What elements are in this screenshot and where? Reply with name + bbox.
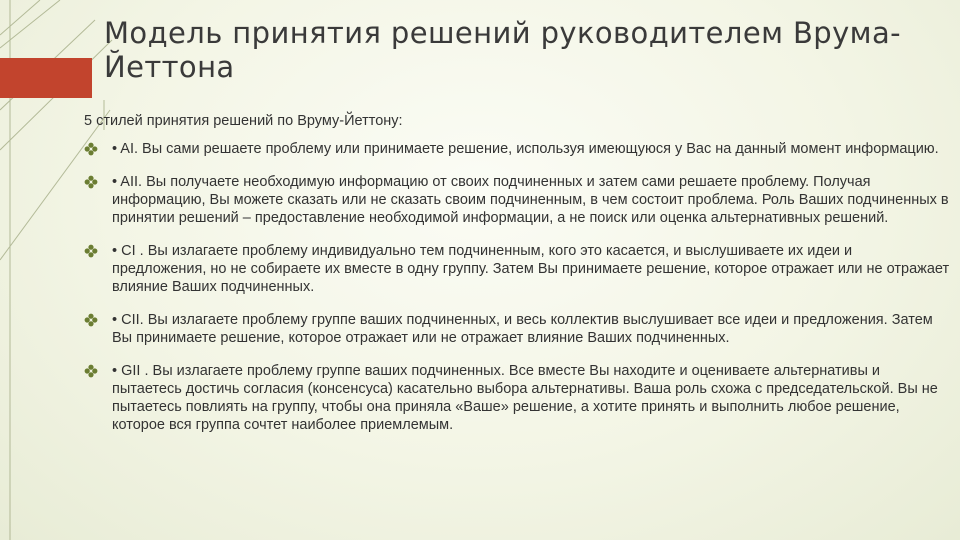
diamond-bullet-icon [84,175,98,189]
bullet-item-ci [84,242,950,296]
bullet-text: • CI . Вы излагаете проблему индивидуально тем подчиненным, кого это касается, и выслушиваете их идеи и предложения, но не собираете их вместе в одну группу. Затем Вы принимаете решение, которое отражает или не отражает влияние Ваших подчиненных. [112,243,950,295]
bullet-text: • AII. Вы получаете необходимую информацию от своих подчиненных и затем сами решаете проблему. Получая информацию, Вы можете сказать или не сказать своим подчиненным, в чем состоит проблема. Роль Ваших подчиненных в принятии решений – предоставление необходимой информации, а не поиск или оценка альтернативных решений. [112,174,949,226]
bullet-list [84,140,950,449]
bullet-text: • CII. Вы излагаете проблему группе ваших подчиненных, и весь коллектив выслушивает все идеи и предложения. Затем Вы принимаете решение, которое отражает или не отражает влияние Ваших подчиненных. [112,312,933,346]
diamond-bullet-icon [84,244,98,258]
bullet-item-cii [84,311,950,347]
diamond-bullet-icon [84,313,98,327]
intro-text: 5 стилей принятия решений по Вруму-Йеттону: [84,113,403,129]
bullet-text: • GII . Вы излагаете проблему группе ваших подчиненных. Все вместе Вы находите и оцениваете альтернативы и пытаетесь достичь согласия (консенсуса) касательно выбора альтернативы. Ваша роль схожа с председательской. Вы не пытаетесь повлиять на группу, чтобы она приняла «Ваше» решение, а хотите принять и выполнить любое решение, которое вся группа сочтет наиболее приемлемым. [112,363,938,433]
slide-title: Модель принятия решений руководителем Врума-Йеттона [104,16,901,84]
bullet-item-aii [84,173,950,227]
diamond-bullet-icon [84,142,98,156]
bullet-item-ai [84,140,950,158]
bullet-text: • AI. Вы сами решаете проблему или принимаете решение, используя имеющуюся у Вас на данный момент информацию. [112,141,939,157]
title-accent-bar [0,58,92,98]
diamond-bullet-icon [84,364,98,378]
bullet-item-gii [84,362,950,434]
